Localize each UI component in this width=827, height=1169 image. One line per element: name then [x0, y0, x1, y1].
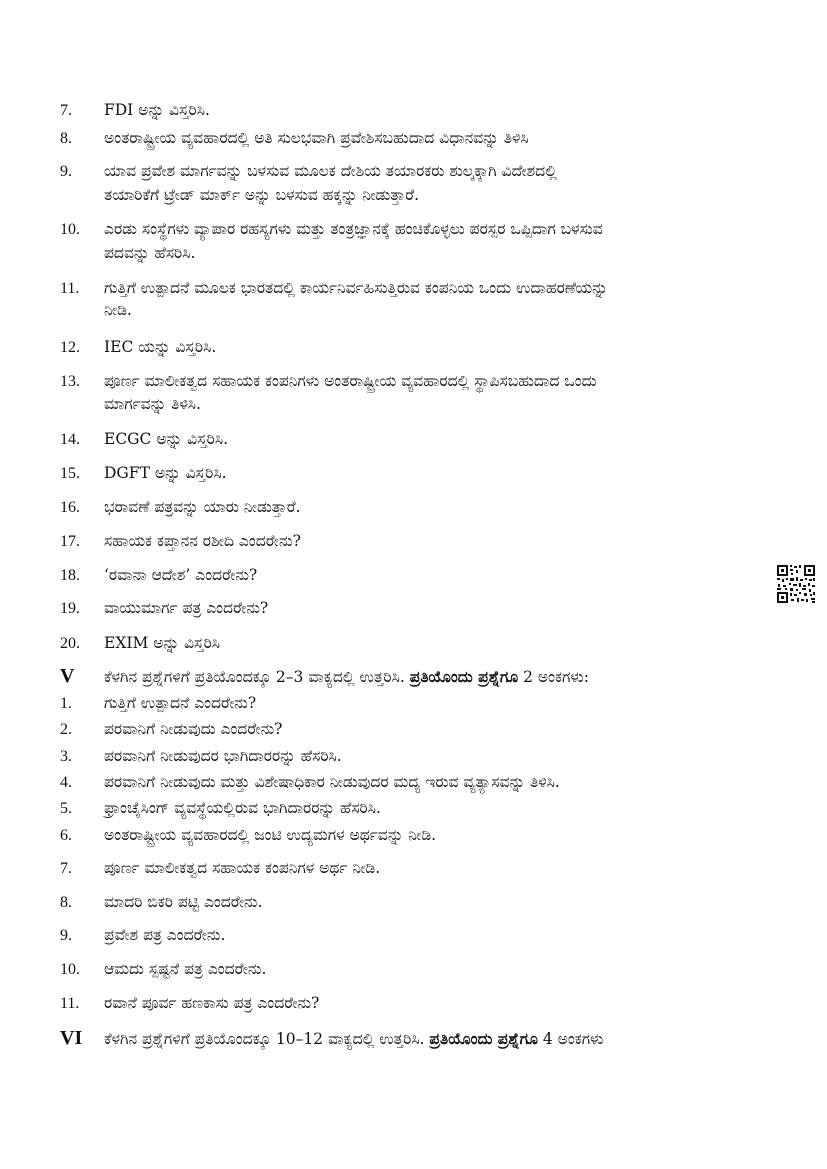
question-text: ನೀಡಿ.: [104, 301, 132, 319]
question-text: ECGC ಅನ್ನು ವಿಸ್ತರಿಸಿ.: [104, 430, 229, 448]
question-number: 19.: [60, 600, 80, 617]
question-text: ಪ್ರವೇಶ ಪತ್ರ ಎಂದರೇನು.: [104, 926, 226, 944]
question-text: ಫ್ರಾಂಚೈಸಿಂಗ್ ವ್ಯವಸ್ಥೆಯಲ್ಲಿರುವ ಭಾಗಿದಾರರನ್ನು ಹೆಸರಿಸಿ.: [104, 799, 381, 817]
question-text: ಎರಡು ಸಂಸ್ಥೆಗಳು ವ್ಯಾಪಾರ ರಹಸ್ಯಗಳು ಮತ್ತು ತಂತ್ರಜ್ಞಾನಕ್ಕೆ ಹಂಚಿಕೊಳ್ಳಲು ಪರಸ್ಪರ ಒಪ್ಪಿದಾಗ ಬಳಸುವ: [104, 220, 603, 238]
question-number: 13.: [60, 373, 80, 390]
question-number: 3.: [60, 748, 72, 765]
question-number: 14.: [60, 431, 80, 448]
question-number: 8.: [60, 894, 72, 911]
question-number: 8.: [60, 130, 72, 147]
question-text: ವಾಯುಮಾರ್ಗ ಪತ್ರ ಎಂದರೇನು?: [104, 599, 269, 617]
question-text: ‘ರವಾನಾ ಆದೇಶ’ ಎಂದರೇನು?: [104, 566, 258, 584]
question-text: ಪೂರ್ಣ ಮಾಲೀಕತ್ವದ ಸಹಾಯಕ ಕಂಪನಿಗಳ ಅರ್ಥ ನೀಡಿ.: [104, 859, 381, 877]
question-text: ಗುತ್ತಿಗೆ ಉತ್ಪಾದನೆ ಎಂದರೇನು?: [104, 694, 257, 712]
question-text: ಗುತ್ತಿಗೆ ಉತ್ಪಾದನೆ ಮೂಲಕ ಭಾರತದಲ್ಲಿ ಕಾರ್ಯನಿರ್ವಹಿಸುತ್ತಿರುವ ಕಂಪನಿಯ ಒಂದು ಉದಾಹರಣೆಯನ್ನು: [104, 279, 608, 297]
question-text: ರವಾನೆ ಪೂರ್ವ ಹಣಕಾಸು ಪತ್ರ ಎಂದರೇನು?: [104, 994, 320, 1012]
qr-code-icon: [776, 564, 816, 604]
question-number: 7.: [60, 102, 72, 119]
question-text: FDI ಅನ್ನು ವಿಸ್ತರಿಸಿ.: [104, 101, 210, 119]
section-number: V: [60, 665, 75, 687]
question-text: ಪರವಾನಿಗೆ ನೀಡುವುದು ಎಂದರೇನು?: [104, 720, 283, 738]
question-number: 17.: [60, 533, 80, 550]
question-text: EXIM ಅನ್ನು ವಿಸ್ತರಿಸಿ: [104, 634, 221, 652]
question-number: 20.: [60, 635, 80, 652]
question-text: IEC ಯನ್ನು ವಿಸ್ತರಿಸಿ.: [104, 338, 217, 356]
question-text: ಅಂತರಾಷ್ಟ್ರೀಯ ವ್ಯವಹಾರದಲ್ಲಿ ಜಂಟಿ ಉದ್ಯಮಗಳ ಅರ್ಥವನ್ನು ನೀಡಿ.: [104, 826, 437, 844]
section-number: VI: [60, 1027, 83, 1049]
section-instruction: ಕೆಳಗಿನ ಪ್ರಶ್ನೆಗಳಿಗೆ ಪ್ರತಿಯೊಂದಕ್ಕೂ 10–12 ವಾಕ್ಯದಲ್ಲಿ ಉತ್ತರಿಸಿ. ಪ್ರತಿಯೊಂದು ಪ್ರಶ್ನೆಗೂ 4 ಅಂಕಗಳು: [104, 1029, 604, 1048]
question-text: ಸಹಾಯಕ ಕಪ್ತಾನನ ರಶೀದಿ ಎಂದರೇನು?: [104, 532, 301, 550]
question-number: 18.: [60, 567, 80, 584]
question-text: ಪದವನ್ನು ಹೆಸರಿಸಿ.: [104, 244, 196, 262]
question-number: 11.: [60, 280, 80, 297]
question-number: 2.: [60, 721, 72, 738]
question-number: 7.: [60, 860, 72, 877]
question-number: 4.: [60, 774, 72, 791]
question-number: 1.: [60, 695, 72, 712]
question-text: ಭರಾವಣೆ ಪತ್ರವನ್ನು ಯಾರು ನೀಡುತ್ತಾರೆ.: [104, 498, 301, 516]
question-number: 10.: [60, 221, 80, 238]
question-number: 9.: [60, 927, 72, 944]
question-text: ಆಮದು ಸ್ಪಷ್ಟನೆ ಪತ್ರ ಎಂದರೇನು.: [104, 960, 267, 978]
question-number: 16.: [60, 499, 80, 516]
question-number: 5.: [60, 800, 72, 817]
question-text: ಪರವಾನಿಗೆ ನೀಡುವುದು ಮತ್ತು ವಿಶೇಷಾಧಿಕಾರ ನೀಡುವುದರ ಮದ್ಯ ಇರುವ ವ್ಯತ್ಯಾಸವನ್ನು ತಿಳಿಸಿ.: [104, 773, 560, 791]
question-number: 6.: [60, 827, 72, 844]
question-number: 15.: [60, 465, 80, 482]
question-text: ಪರವಾನಿಗೆ ನೀಡುವುದರ ಭಾಗಿದಾರರನ್ನು ಹೆಸರಿಸಿ.: [104, 747, 342, 765]
question-text: ತಯಾರಿಕೆಗೆ ಟ್ರೇಡ್ ಮಾರ್ಕ್ ಅನ್ನು ಬಳಸುವ ಹಕ್ಕನ್ನು ನೀಡುತ್ತಾರೆ.: [104, 186, 420, 204]
question-number: 11.: [60, 995, 80, 1012]
question-text: ಯಾವ ಪ್ರವೇಶ ಮಾರ್ಗವನ್ನು ಬಳಸುವ ಮೂಲಕ ದೇಶಿಯ ತಯಾರಕರು ಶುಲ್ಕಕ್ಕಾಗಿ ವಿದೇಶದಲ್ಲಿ: [104, 162, 557, 180]
question-number: 12.: [60, 339, 80, 356]
question-text: ಅಂತರಾಷ್ಟ್ರೀಯ ವ್ಯವಹಾರದಲ್ಲಿ ಅತಿ ಸುಲಭವಾಗಿ ಪ್ರವೇಶಿಸಬಹುದಾದ ವಿಧಾನವನ್ನು ತಿಳಿಸಿ: [104, 129, 529, 147]
question-text: ಪೂರ್ಣ ಮಾಲೀಕತ್ವದ ಸಹಾಯಕ ಕಂಪನಿಗಳು ಅಂತರಾಷ್ಟ್ರೀಯ ವ್ಯವಹಾರದಲ್ಲಿ ಸ್ಥಾಪಿಸಬಹುದಾದ ಒಂದು: [104, 372, 597, 390]
question-number: 10.: [60, 961, 80, 978]
question-text: DGFT ಅನ್ನು ವಿಸ್ತರಿಸಿ.: [104, 464, 227, 482]
question-text: ಮಾದರಿ ಬಿಕರಿ ಪಟ್ಟಿ ಎಂದರೇನು.: [104, 893, 263, 911]
question-number: 9.: [60, 163, 72, 180]
section-instruction: ಕೆಳಗಿನ ಪ್ರಶ್ನೆಗಳಿಗೆ ಪ್ರತಿಯೊಂದಕ್ಕೂ 2–3 ವಾಕ್ಯದಲ್ಲಿ ಉತ್ತರಿಸಿ. ಪ್ರತಿಯೊಂದು ಪ್ರಶ್ನೆಗೂ 2 ಅಂಕಗಳು:: [104, 667, 589, 686]
question-text: ಮಾರ್ಗವನ್ನು ತಿಳಿಸಿ.: [104, 395, 201, 413]
